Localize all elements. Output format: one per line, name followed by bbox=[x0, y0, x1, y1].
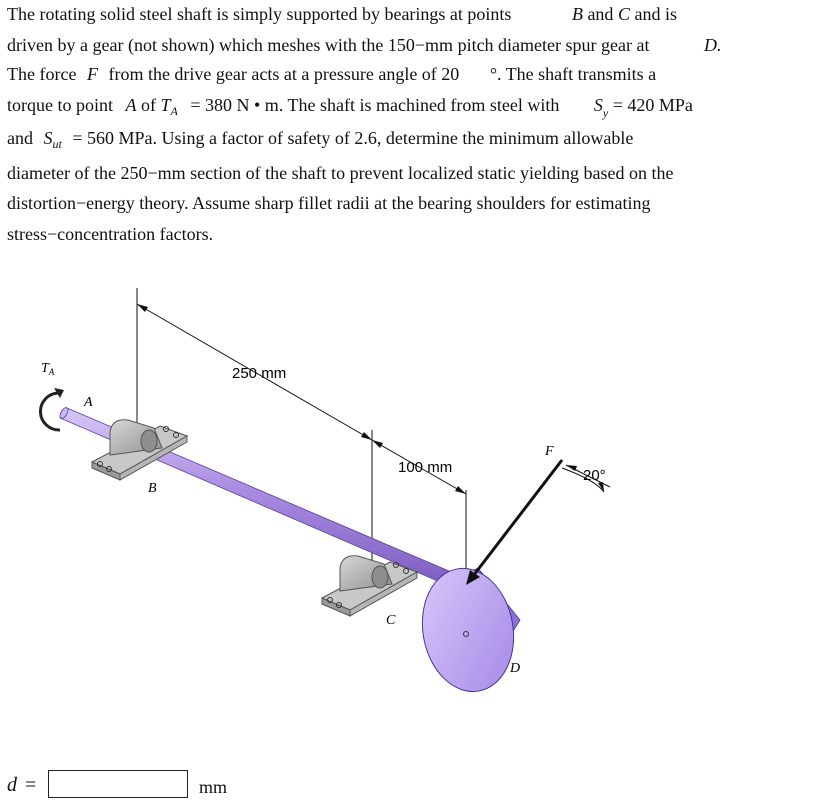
text-segment: The rotating solid steel shaft is simply supported by bearings at points bbox=[7, 4, 512, 24]
angle-label: 20° bbox=[583, 467, 606, 484]
yield-subscript: y bbox=[602, 106, 609, 120]
dim-label-100: 100 mm bbox=[398, 459, 453, 476]
arrowhead bbox=[372, 440, 383, 448]
answer-row bbox=[7, 768, 307, 802]
label-a: A bbox=[84, 395, 93, 410]
answer-unit: mm bbox=[199, 777, 228, 797]
torque-arrow bbox=[40, 388, 64, 430]
yield-strength-symbol: S bbox=[593, 95, 603, 115]
label-d: D bbox=[510, 661, 521, 676]
problem-line-3 bbox=[7, 63, 656, 85]
point-a-ref: A bbox=[125, 95, 137, 115]
problem-line-1 bbox=[7, 3, 677, 25]
label-c: C bbox=[386, 613, 396, 628]
label-f: F bbox=[545, 444, 554, 459]
text-segment: driven by a gear (not shown) which meshes with the 150−mm pitch diameter spur gear at bbox=[7, 35, 650, 55]
force-f-ref: F bbox=[86, 64, 98, 84]
text-segment: from the drive gear acts at a pressure angle of 20 bbox=[108, 64, 460, 84]
text-segment: °. The shaft transmits a bbox=[489, 64, 657, 84]
answer-equals: = bbox=[25, 774, 37, 796]
answer-label: d bbox=[7, 774, 17, 796]
problem-line-2 bbox=[7, 34, 721, 56]
shaft-diagram bbox=[0, 280, 822, 710]
arrowhead bbox=[361, 432, 372, 440]
shaft-figure bbox=[0, 280, 822, 710]
problem-line-4 bbox=[7, 94, 693, 118]
arrowhead bbox=[137, 304, 148, 312]
problem-line-8: stress−concentration factors. bbox=[7, 224, 214, 244]
text-segment: = 380 N • m. The shaft is machined from steel with bbox=[190, 95, 560, 115]
label-torque: $T_A$ bbox=[41, 361, 55, 377]
torque-symbol: T bbox=[160, 95, 171, 115]
force-arrow bbox=[466, 460, 562, 585]
dim-label-250: 250 mm bbox=[232, 365, 287, 382]
ultimate-subscript: ut bbox=[52, 137, 62, 151]
dimension-arrowheads bbox=[137, 304, 604, 494]
text-segment: of bbox=[141, 95, 156, 115]
arrowhead bbox=[455, 486, 466, 494]
point-b-ref: B bbox=[571, 4, 583, 24]
diameter-answer-input[interactable] bbox=[48, 770, 188, 798]
point-d-ref: D. bbox=[703, 35, 722, 55]
problem-line-7: distortion−energy theory. Assume sharp fillet radii at the bearing shoulders for estimating bbox=[7, 193, 651, 213]
text-segment: = 560 MPa. Using a factor of safety of 2.6, determine the minimum allowable bbox=[72, 128, 634, 148]
text-segment: and is bbox=[634, 4, 677, 24]
problem-line-5 bbox=[7, 127, 633, 151]
text-segment: The force bbox=[7, 64, 77, 84]
problem-line-6: diameter of the 250−mm section of the shaft to prevent localized static yielding based on the bbox=[7, 163, 674, 183]
torque-subscript: A bbox=[170, 104, 178, 118]
label-b: B bbox=[148, 481, 157, 496]
text-segment: and bbox=[587, 4, 614, 24]
text-segment: = 420 MPa bbox=[612, 95, 693, 115]
point-c-ref: C bbox=[617, 4, 630, 24]
text-segment: torque to point bbox=[7, 95, 113, 115]
text-segment: and bbox=[7, 128, 33, 148]
ultimate-strength-symbol: S bbox=[43, 128, 53, 148]
